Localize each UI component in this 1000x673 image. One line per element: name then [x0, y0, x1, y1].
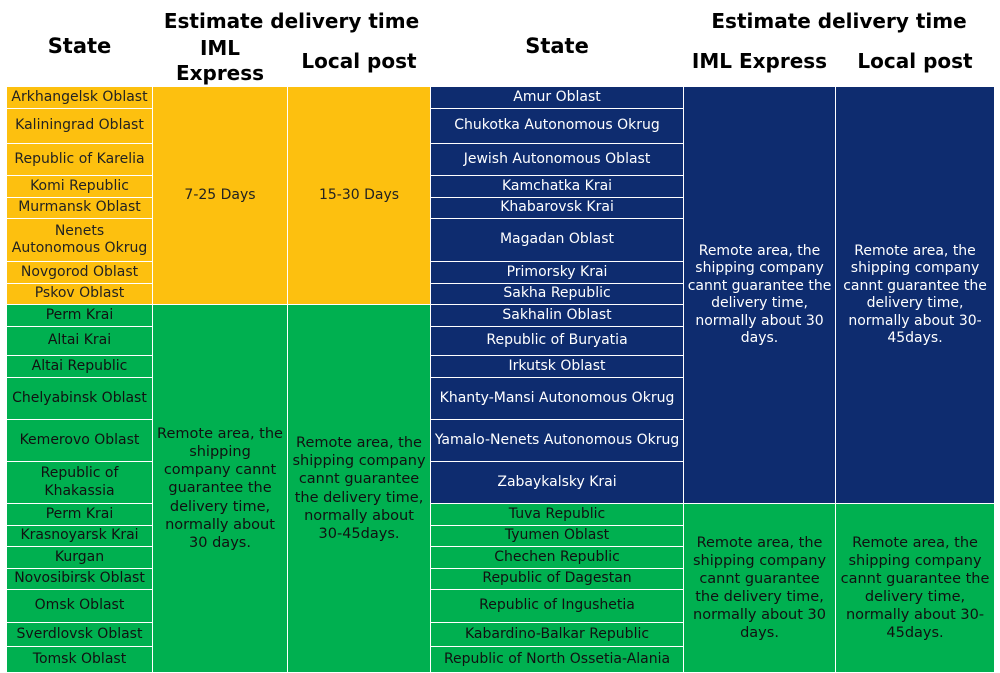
state-cell: Kaliningrad Oblast [7, 109, 153, 144]
state-cell: Irkutsk Oblast [431, 356, 684, 378]
iml-estimate-cell: 7-25 Days [153, 87, 288, 305]
state-cell: Pskov Oblast [7, 284, 153, 305]
state-cell: Komi Republic [7, 176, 153, 198]
iml-estimate-cell: Remote area, the shipping company cannt guarantee the delivery time, normally about 30 days. [684, 504, 836, 673]
state-cell: Kemerovo Oblast [7, 420, 153, 462]
local-estimate-cell: Remote area, the shipping company cannt guarantee the delivery time, normally about 30-45days. [836, 504, 995, 673]
state-cell: Tuva Republic [431, 504, 684, 526]
state-cell: Chelyabinsk Oblast [7, 378, 153, 420]
local-estimate-cell: Remote area, the shipping company cannt guarantee the delivery time, normally about 30-45days. [836, 87, 995, 504]
left-local-header: Local post [288, 36, 431, 87]
iml-estimate-cell: Remote area, the shipping company cannt guarantee the delivery time, normally about 30 days. [684, 87, 836, 504]
state-cell: Kabardino-Balkar Republic [431, 623, 684, 647]
left-estimate-header: Estimate delivery time [153, 7, 431, 36]
state-cell: Perm Krai [7, 305, 153, 327]
state-cell: Amur Oblast [431, 87, 684, 109]
state-cell: Omsk Oblast [7, 590, 153, 623]
state-cell: Republic of North Ossetia-Alania [431, 647, 684, 673]
state-cell: Krasnoyarsk Krai [7, 526, 153, 547]
state-cell: Murmansk Oblast [7, 198, 153, 219]
right-state-header: State [431, 7, 684, 87]
state-cell: Tyumen Oblast [431, 526, 684, 547]
state-cell: Primorsky Krai [431, 262, 684, 284]
local-estimate-cell: Remote area, the shipping company cannt guarantee the delivery time, normally about 30-45days. [288, 305, 431, 673]
state-cell: Magadan Oblast [431, 219, 684, 262]
state-cell: Perm Krai [7, 504, 153, 526]
state-cell: Kurgan [7, 547, 153, 569]
iml-estimate-cell: Remote area, the shipping company cannt guarantee the delivery time, normally about 30 days. [153, 305, 288, 673]
state-cell: Khanty-Mansi Autonomous Okrug [431, 378, 684, 420]
right-local-header: Local post [836, 36, 995, 87]
state-cell: Arkhangelsk Oblast [7, 87, 153, 109]
state-cell: Kamchatka Krai [431, 176, 684, 198]
delivery-time-table [6, 6, 995, 673]
state-cell: Chukotka Autonomous Okrug [431, 109, 684, 144]
state-cell: Sverdlovsk Oblast [7, 623, 153, 647]
state-cell: Tomsk Oblast [7, 647, 153, 673]
left-state-header: State [7, 7, 153, 87]
state-cell: Novgorod Oblast [7, 262, 153, 284]
state-cell: Republic of Ingushetia [431, 590, 684, 623]
state-cell: Sakhalin Oblast [431, 305, 684, 327]
state-cell: Republic of Karelia [7, 144, 153, 176]
local-estimate-cell: 15-30 Days [288, 87, 431, 305]
state-cell: Altai Republic [7, 356, 153, 378]
state-cell: Republic of Buryatia [431, 327, 684, 356]
state-cell: Republic of Dagestan [431, 569, 684, 590]
state-cell: Altai Krai [7, 327, 153, 356]
left-iml-header: IML Express [153, 36, 288, 87]
right-estimate-header: Estimate delivery time [684, 7, 995, 36]
state-cell: Yamalo-Nenets Autonomous Okrug [431, 420, 684, 462]
state-cell: Nenets Autonomous Okrug [7, 219, 153, 262]
state-cell: Sakha Republic [431, 284, 684, 305]
state-cell: Chechen Republic [431, 547, 684, 569]
state-cell: Zabaykalsky Krai [431, 462, 684, 504]
state-cell: Khabarovsk Krai [431, 198, 684, 219]
right-iml-header: IML Express [684, 36, 836, 87]
state-cell: Jewish Autonomous Oblast [431, 144, 684, 176]
state-cell: Novosibirsk Oblast [7, 569, 153, 590]
state-cell: Republic of Khakassia [7, 462, 153, 504]
